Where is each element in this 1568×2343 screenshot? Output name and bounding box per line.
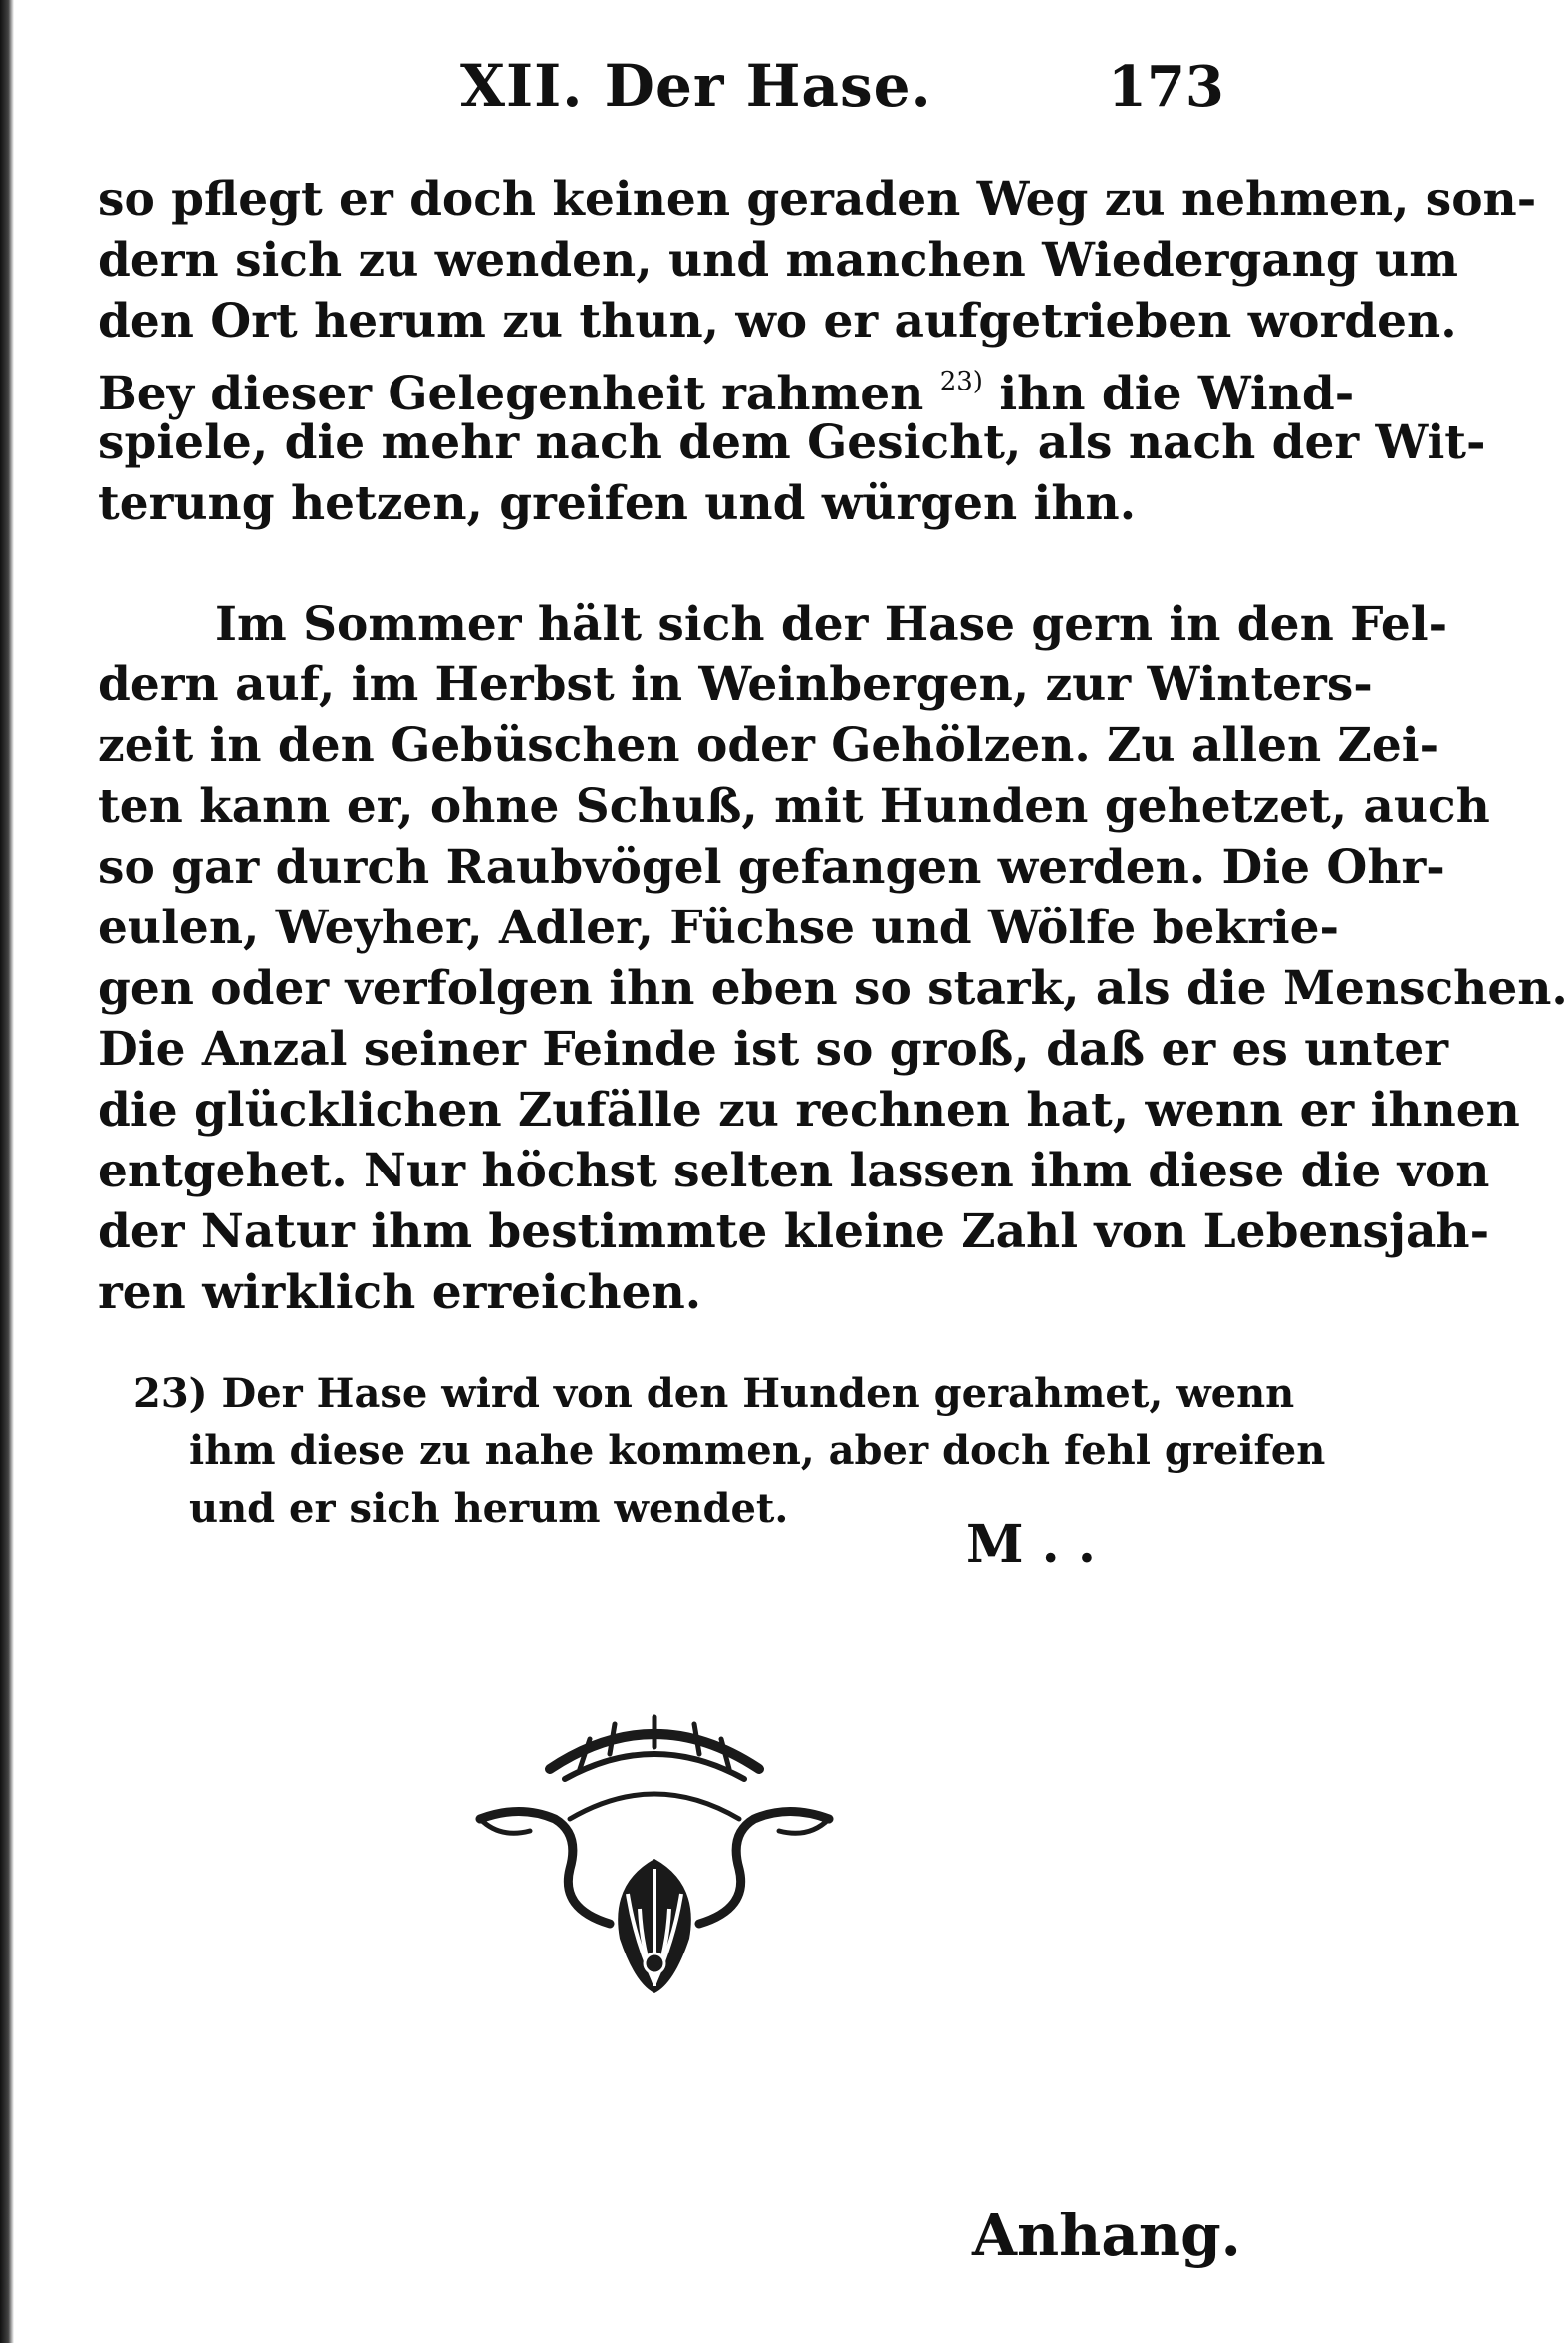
text-line: so gar durch Raubvögel gefangen werden. Die Ohr-	[98, 840, 1445, 895]
text-line: der Natur ihm bestimmte kleine Zahl von Lebensjah-	[98, 1204, 1490, 1259]
text-line: gen oder verfolgen ihn eben so stark, als die Menschen.	[98, 961, 1568, 1016]
text-fragment: ihn die Wind-	[999, 367, 1355, 421]
text-line: entgehet. Nur höchst selten lassen ihm diese die von	[98, 1144, 1490, 1198]
page-number: 173	[1108, 54, 1224, 120]
text-line: so pflegt er doch keinen geraden Weg zu nehmen, son-	[98, 172, 1537, 227]
text-line: Die Anzal seiner Feinde ist so groß, daß er es unter	[98, 1022, 1448, 1077]
footnote-reference: 23)	[939, 367, 983, 396]
text-line: dern sich zu wenden, und manchen Wiedergang um	[98, 233, 1458, 288]
paragraph-1	[98, 169, 1537, 534]
text-fragment: Bey dieser Gelegenheit rahmen	[98, 367, 924, 421]
text-line: Im Sommer hält sich der Hase gern in den Fel-	[215, 597, 1448, 651]
text-line: spiele, die mehr nach dem Gesicht, als nach der Wit-	[98, 415, 1486, 470]
footnote-line: 23) Der Hase wird von den Hunden gerahmet, wenn	[133, 1370, 1295, 1417]
footnote	[133, 1365, 1326, 1538]
footnote-line: und er sich herum wendet.	[189, 1485, 789, 1532]
text-line	[98, 352, 1355, 421]
catchword-anhang: Anhang.	[972, 2202, 1241, 2269]
running-title: XII. Der Hase.	[460, 52, 932, 120]
text-line: dern auf, im Herbst in Weinbergen, zur Winters-	[98, 657, 1373, 712]
baroque-shell-ornament-icon	[460, 1709, 849, 2008]
page-header	[0, 52, 1271, 131]
catchword-m: M . .	[966, 1514, 1096, 1575]
page-gutter-shadow	[0, 0, 14, 2343]
text-line: den Ort herum zu thun, wo er aufgetrieben worden.	[98, 294, 1457, 349]
paragraph-2	[98, 594, 1568, 1323]
footnote-line: ihm diese zu nahe kommen, aber doch fehl greifen	[189, 1428, 1326, 1474]
text-line: die glücklichen Zufälle zu rechnen hat, wenn er ihnen	[98, 1083, 1520, 1138]
text-line: ten kann er, ohne Schuß, mit Hunden gehetzet, auch	[98, 779, 1490, 834]
text-line: eulen, Weyher, Adler, Füchse und Wölfe bekrie-	[98, 901, 1339, 955]
text-line: ren wirklich erreichen.	[98, 1265, 702, 1320]
text-line: terung hetzen, greifen und würgen ihn.	[98, 476, 1137, 531]
text-line: zeit in den Gebüschen oder Gehölzen. Zu allen Zei-	[98, 718, 1439, 773]
